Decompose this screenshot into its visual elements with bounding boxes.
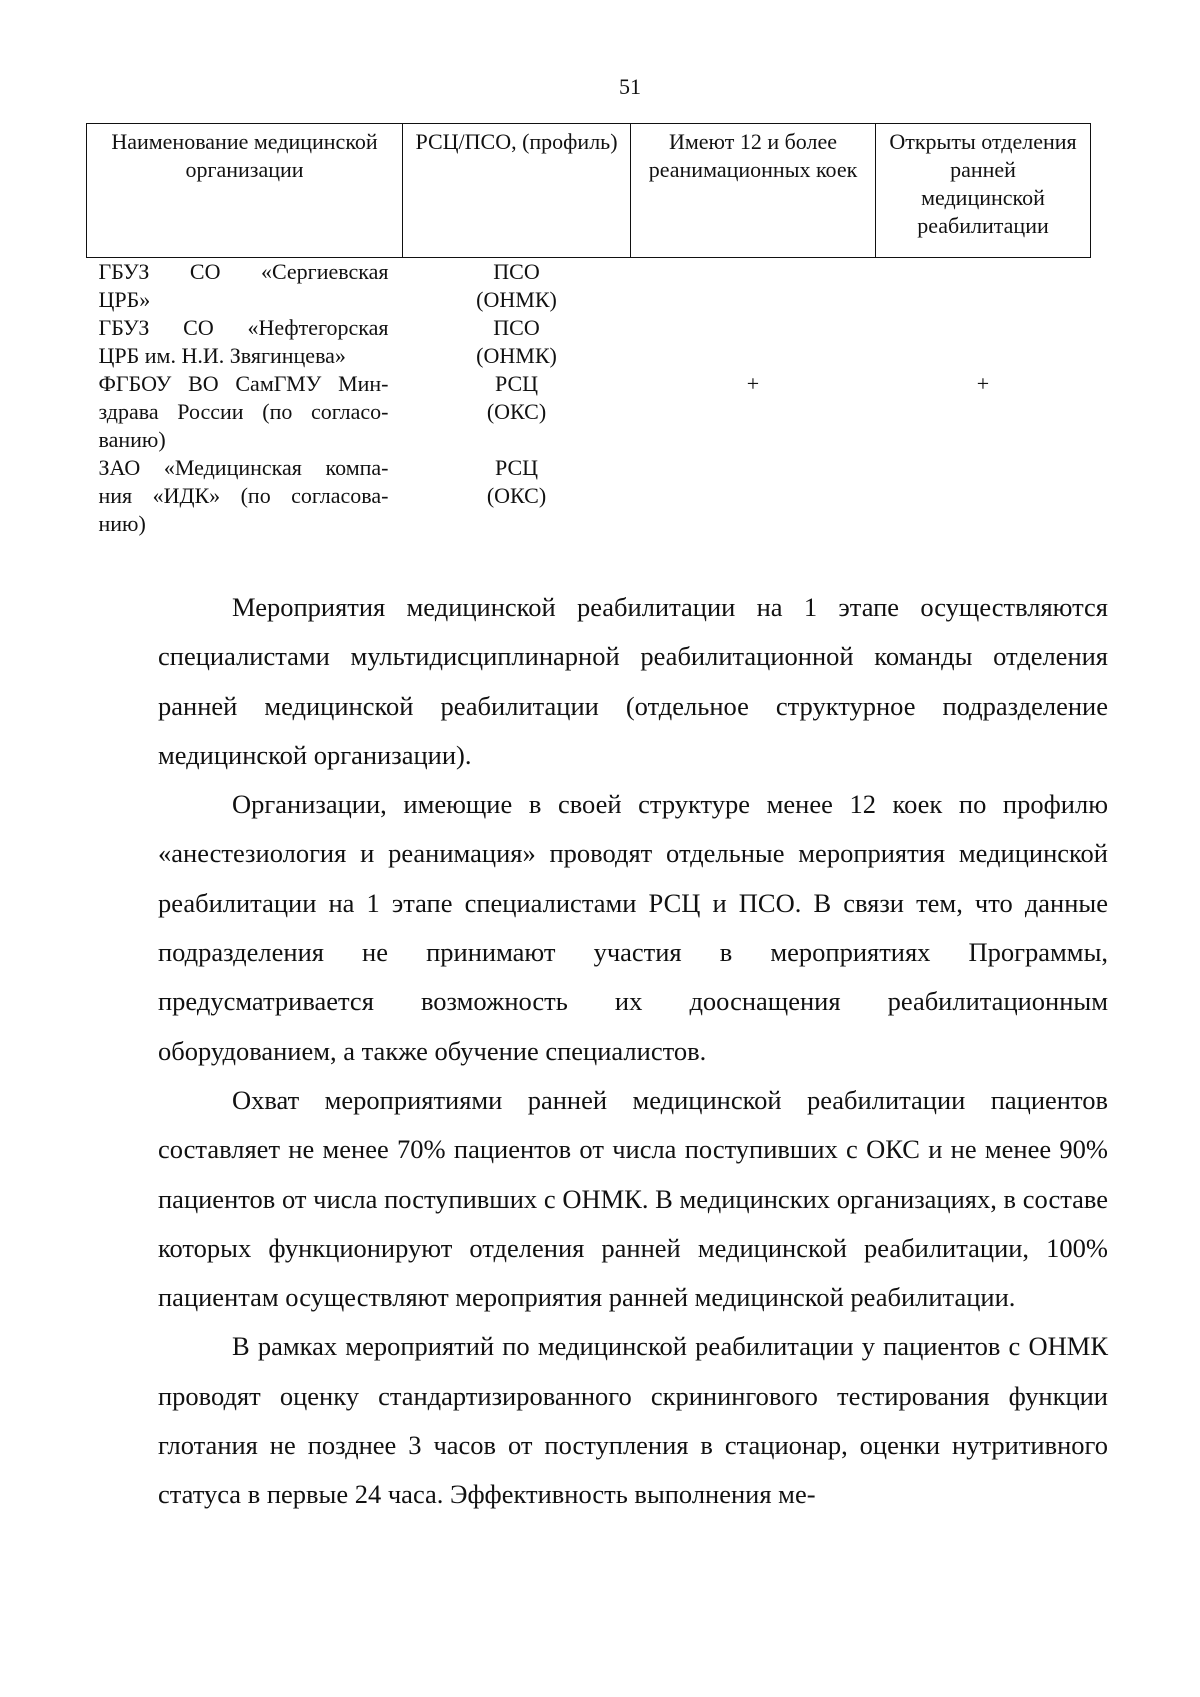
cell-rehab-department — [876, 314, 1091, 370]
header-center-profile: РСЦ/ПСО, (профиль) — [403, 124, 631, 258]
header-organization-name: Наименование медицинской организации — [87, 124, 403, 258]
cell-profile: ПСО (ОНМК) — [476, 259, 557, 312]
cell-icu-beds — [631, 454, 876, 538]
cell-rehab-department: + — [976, 371, 990, 396]
cell-icu-beds: + — [746, 371, 760, 396]
cell-icu-beds — [631, 258, 876, 315]
cell-organization-name: ФГБОУ ВО СамГМУ Мин- здрава России (по согласо- ванию) — [98, 371, 389, 452]
medical-organizations-table — [86, 123, 1091, 538]
cell-icu-beds — [631, 314, 876, 370]
cell-profile: РСЦ (ОКС) — [486, 371, 547, 424]
paragraph: Организации, имеющие в своей структуре менее 12 коек по профилю «анестезиология и реанимация» проводят отдельные мероприятия медицинской реабилитации на 1 этапе специалистами РСЦ и ПСО. В связи тем, что данные подразделения не принимают участия в мероприятиях Программы, предусматривается возможность их дооснащения реабилитационным оборудованием, а также обучение специалистов. — [158, 789, 1108, 1066]
cell-rehab-department — [876, 258, 1091, 315]
cell-organization-name: ЗАО «Медицинская компа- ния «ИДК» (по согласова- нию) — [98, 455, 389, 536]
paragraph: Охват мероприятиями ранней медицинской реабилитации пациентов составляет не менее 70% пациентов от числа поступивших с ОКС и не менее 90% пациентов от числа поступивших с ОНМК. В медицинских организациях, в составе которых функционируют отделения ранней медицинской реабилитации, 100% пациентам осуществляют мероприятия ранней медицинской реабилитации. — [158, 1084, 1108, 1313]
body-text — [158, 583, 1108, 1520]
cell-profile: РСЦ (ОКС) — [486, 455, 547, 508]
paragraph: Мероприятия медицинской реабилитации на 1 этапе осуществляются специалистами мультидисциплинарной реабилитационной команды отделения ранней медицинской реабилитации (отдельное структурное подразделение медицинской организации). — [158, 592, 1108, 770]
table-header-row — [87, 124, 1091, 258]
cell-profile: ПСО (ОНМК) — [476, 315, 557, 368]
cell-organization-name: ГБУЗ СО «Нефтегорская ЦРБ им. Н.И. Звягинцева» — [98, 315, 389, 368]
page-number: 51 — [619, 74, 641, 99]
header-icu-beds: Имеют 12 и более реанимационных коек — [631, 124, 876, 258]
paragraph: В рамках мероприятий по медицинской реабилитации у пациентов с ОНМК проводят оценку стандартизированного скринингового тестирования функции глотания не позднее 3 часов от поступления в стационар, оценки нутритивного статуса в первые 24 часа. Эффективность выполнения ме- — [158, 1331, 1108, 1510]
cell-organization-name: ГБУЗ СО «Сергиевская ЦРБ» — [98, 259, 389, 312]
cell-rehab-department — [876, 454, 1091, 538]
table-row — [87, 370, 1091, 454]
table-row — [87, 314, 1091, 370]
header-rehab-department: Открыты отделения ранней медицинской реабилитации — [876, 124, 1091, 258]
table-row — [87, 258, 1091, 315]
table-row — [87, 454, 1091, 538]
